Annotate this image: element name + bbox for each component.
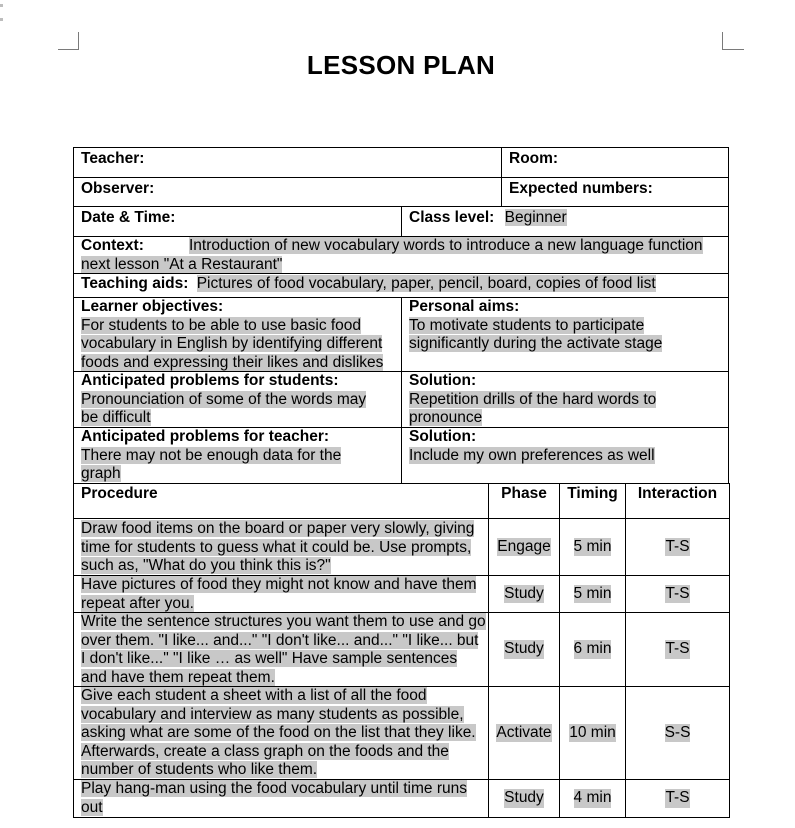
phase-value: Study	[504, 640, 544, 658]
problems-teacher-label: Anticipated problems for teacher:	[81, 428, 330, 445]
interaction-header	[625, 483, 730, 519]
observer-label: Observer:	[81, 180, 155, 197]
date-time-label: Date & Time:	[81, 209, 176, 226]
table-row[interactable]	[73, 612, 489, 687]
timing-value: 5 min	[573, 537, 612, 555]
phase-header-label: Phase	[501, 485, 547, 502]
phase-cell	[488, 779, 560, 818]
learner-objectives-label: Learner objectives:	[81, 298, 224, 315]
table-row[interactable]	[73, 575, 489, 613]
personal-aims-label: Personal aims:	[409, 298, 520, 315]
problems-students-label: Anticipated problems for students:	[81, 372, 339, 389]
context-cell[interactable]	[73, 236, 729, 274]
problems-students-value: Pronounciation of some of the words may be difficult	[81, 390, 367, 426]
interaction-cell	[625, 575, 730, 613]
expected-numbers-cell[interactable]	[501, 177, 729, 207]
interaction-value: T-S	[665, 640, 690, 658]
table-row[interactable]	[73, 686, 489, 780]
phase-cell	[488, 686, 560, 780]
timing-cell	[559, 518, 626, 576]
phase-header	[488, 483, 560, 519]
procedure-header	[73, 483, 489, 519]
interaction-header-label: Interaction	[637, 485, 718, 502]
procedure-step-text: Give each student a sheet with a list of all the food vocabulary and interview as many students as possible, asking what are some of the food on the list that they like. Afterwards, create a class graph on the foods and the number of students who like them.	[81, 687, 476, 778]
timing-value: 4 min	[573, 789, 612, 807]
crop-mark-top-left	[78, 32, 79, 50]
teacher-cell[interactable]	[73, 147, 502, 178]
procedure-step-text: Draw food items on the board or paper very slowly, giving time for students to guess what it could be. Use prompts, such as, "What do you think this is?"	[81, 520, 475, 574]
learner-objectives-value: For students to be able to use basic food vocabulary in English by identifying different foods and expressing their likes and dislikes	[81, 316, 384, 371]
timing-value: 5 min	[573, 584, 612, 602]
personal-aims-value: To motivate students to participate significantly during the activate stage	[409, 316, 663, 352]
date-time-cell[interactable]	[73, 206, 402, 237]
interaction-value: T-S	[665, 537, 690, 555]
phase-value: Activate	[496, 723, 552, 741]
phase-cell	[488, 518, 560, 576]
phase-cell	[488, 575, 560, 613]
class-level-label: Class level:	[409, 209, 495, 226]
interaction-value: T-S	[665, 789, 690, 807]
timing-header	[559, 483, 626, 519]
problems-teacher-cell[interactable]	[73, 427, 402, 484]
personal-aims-cell[interactable]	[401, 297, 729, 372]
context-value: Introduction of new vocabulary words to introduce a new language function next lesson "At a Restaurant"	[81, 237, 703, 273]
table-row[interactable]	[73, 779, 489, 818]
interaction-cell	[625, 612, 730, 687]
observer-cell[interactable]	[73, 177, 502, 207]
timing-cell	[559, 575, 626, 613]
timing-cell	[559, 612, 626, 687]
problems-students-cell[interactable]	[73, 371, 402, 428]
interaction-value: T-S	[665, 584, 690, 602]
phase-value: Study	[504, 584, 544, 602]
procedure-step-text: Have pictures of food they might not know and have them repeat after you.	[81, 576, 477, 612]
interaction-value: S-S	[664, 723, 691, 741]
timing-cell	[559, 779, 626, 818]
margin-mark	[0, 18, 3, 21]
procedure-step-text: Write the sentence structures you want them to use and go over them. "I like... and..." "I don't like... and..." "I like... but I don't like..." "I like … as well" Have sample sentences and have them repeat them.	[81, 613, 486, 686]
phase-value: Engage	[497, 537, 551, 555]
table-row[interactable]	[73, 518, 489, 576]
expected-numbers-label: Expected numbers:	[509, 180, 653, 197]
timing-header-label: Timing	[567, 485, 618, 502]
procedure-header-label: Procedure	[81, 485, 158, 502]
phase-value: Study	[504, 789, 544, 807]
teaching-aids-cell[interactable]	[73, 273, 729, 298]
learner-objectives-cell[interactable]	[73, 297, 402, 372]
timing-cell	[559, 686, 626, 780]
solution-teacher-cell[interactable]	[401, 427, 729, 484]
solution-teacher-value: Include my own preferences as well	[409, 446, 655, 464]
interaction-cell	[625, 518, 730, 576]
room-cell[interactable]	[501, 147, 729, 178]
room-label: Room:	[509, 150, 559, 167]
class-level-cell[interactable]	[401, 206, 729, 237]
solution-students-cell[interactable]	[401, 371, 729, 428]
interaction-cell	[625, 686, 730, 780]
timing-value: 6 min	[573, 640, 612, 658]
teaching-aids-value: Pictures of food vocabulary, paper, pencil, board, copies of food list	[196, 275, 656, 292]
solution-students-value: Repetition drills of the hard words to pronounce	[409, 390, 657, 426]
crop-mark-top-right	[722, 32, 723, 50]
context-label: Context:	[81, 237, 144, 254]
timing-value: 10 min	[569, 723, 616, 741]
procedure-step-text: Play hang-man using the food vocabulary until time runs out	[81, 780, 467, 816]
teacher-label: Teacher:	[81, 150, 145, 167]
problems-teacher-value: There may not be enough data for the graph	[81, 446, 342, 482]
page-title: LESSON PLAN	[306, 50, 496, 80]
margin-mark	[0, 4, 3, 7]
class-level-value: Beginner	[504, 209, 567, 226]
solution-teacher-label: Solution:	[409, 428, 477, 445]
interaction-cell	[625, 779, 730, 818]
teaching-aids-label: Teaching aids:	[81, 275, 189, 292]
solution-students-label: Solution:	[409, 372, 477, 389]
phase-cell	[488, 612, 560, 687]
